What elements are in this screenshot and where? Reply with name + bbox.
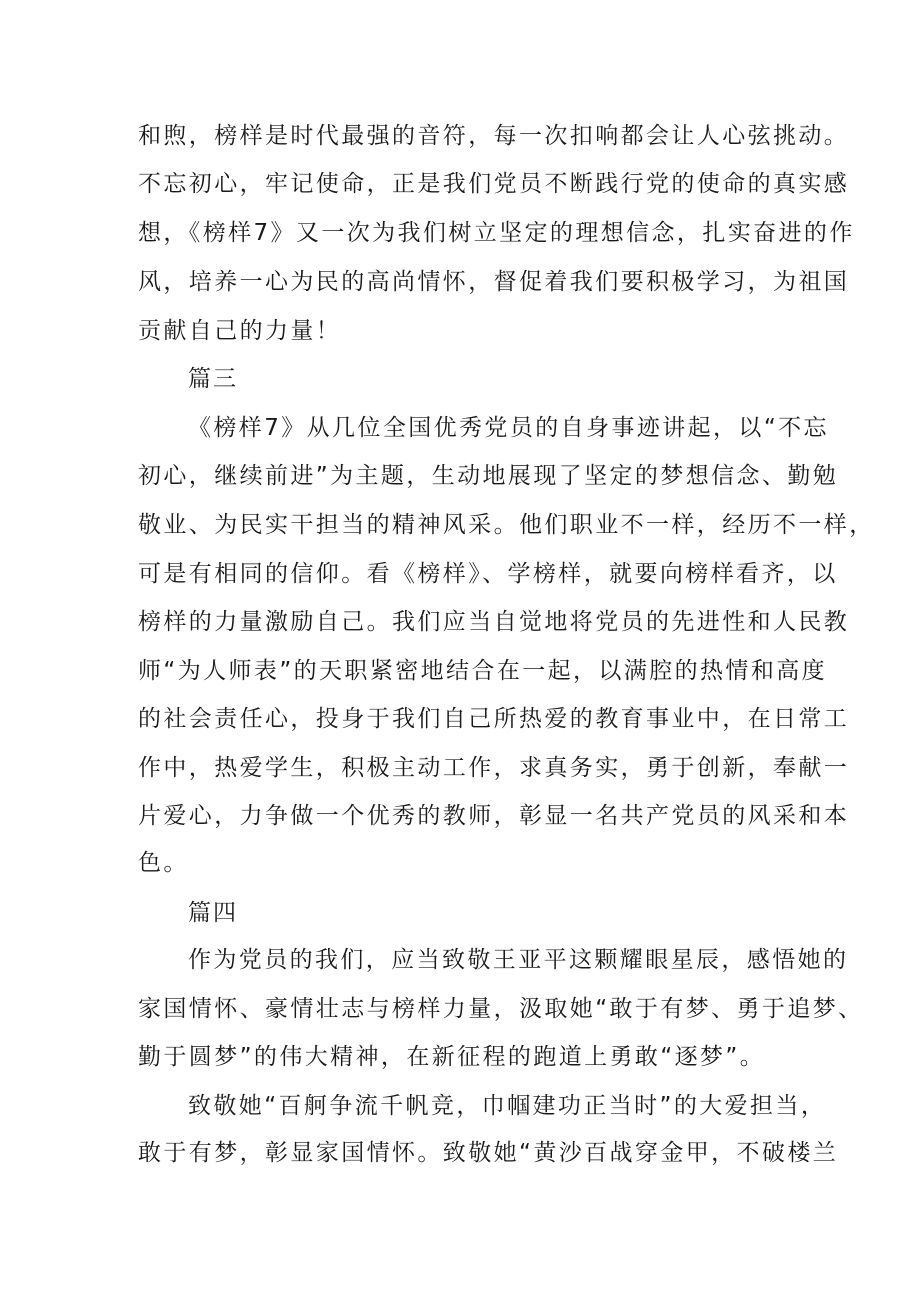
paragraph-line: 家国情怀、豪情壮志与榜样力量，汲取她“敢于有梦、勇于追梦、 [138, 996, 864, 1022]
paragraph-line: 可是有相同的信仰。看《榜样》、学榜样，就要向榜样看齐，以 [138, 561, 838, 587]
paragraph-line: 想，《榜样7》又一次为我们树立坚定的理想信念，扎实奋进的作 [138, 220, 855, 246]
paragraph-line: 《榜样7》从几位全国优秀党员的自身事迹讲起，以“不忘 [188, 415, 829, 441]
paragraph-line: 风，培养一心为民的高尚情怀，督促着我们要积极学习，为祖国 [138, 269, 850, 295]
paragraph-line: 作为党员的我们，应当致敬王亚平这颗耀眼星辰，感悟她的 [188, 947, 849, 973]
paragraph-line: 敢于有梦，彰显家国情怀。致敬她“黄沙百战穿金甲，不破楼兰 [138, 1140, 839, 1166]
paragraph-line: 贡献自己的力量！ [138, 318, 342, 344]
paragraph-line: 色。 [138, 850, 189, 876]
paragraph-line: 勤于圆梦”的伟大精神，在新征程的跑道上勇敢“逐梦”。 [138, 1044, 766, 1070]
paragraph-line: 敬业、为民实干担当的精神风采。他们职业不一样，经历不一样， [138, 512, 875, 538]
paragraph-line: 师“为人师表”的天职紧密地结合在一起，以满腔的热情和高度 [138, 658, 828, 684]
paragraph-line: 片爱心，力争做一个优秀的教师，彰显一名共产党员的风采和本 [138, 803, 850, 829]
paragraph-line: 致敬她“百舸争流千帆竞，巾帼建功正当时”的大爱担当， [188, 1093, 827, 1119]
section-heading: 篇三 [188, 366, 238, 392]
paragraph-line: 不忘初心，牢记使命，正是我们党员不断践行党的使命的真实感 [138, 171, 850, 197]
paragraph-line: 榜样的力量激励自己。我们应当自觉地将党员的先进性和人民教 [138, 609, 850, 635]
paragraph-line: 的社会责任心，投身于我们自己所热爱的教育事业中，在日常工 [138, 706, 850, 732]
paragraph-line: 初心，继续前进”为主题，生动地展现了坚定的梦想信念、勤勉 [138, 463, 839, 489]
section-heading: 篇四 [188, 900, 238, 926]
paragraph-line: 和煦，榜样是时代最强的音符，每一次扣响都会让人心弦挑动。 [138, 123, 850, 149]
paragraph-line: 作中，热爱学生，积极主动工作，求真务实，勇于创新，奉献一 [138, 755, 850, 781]
